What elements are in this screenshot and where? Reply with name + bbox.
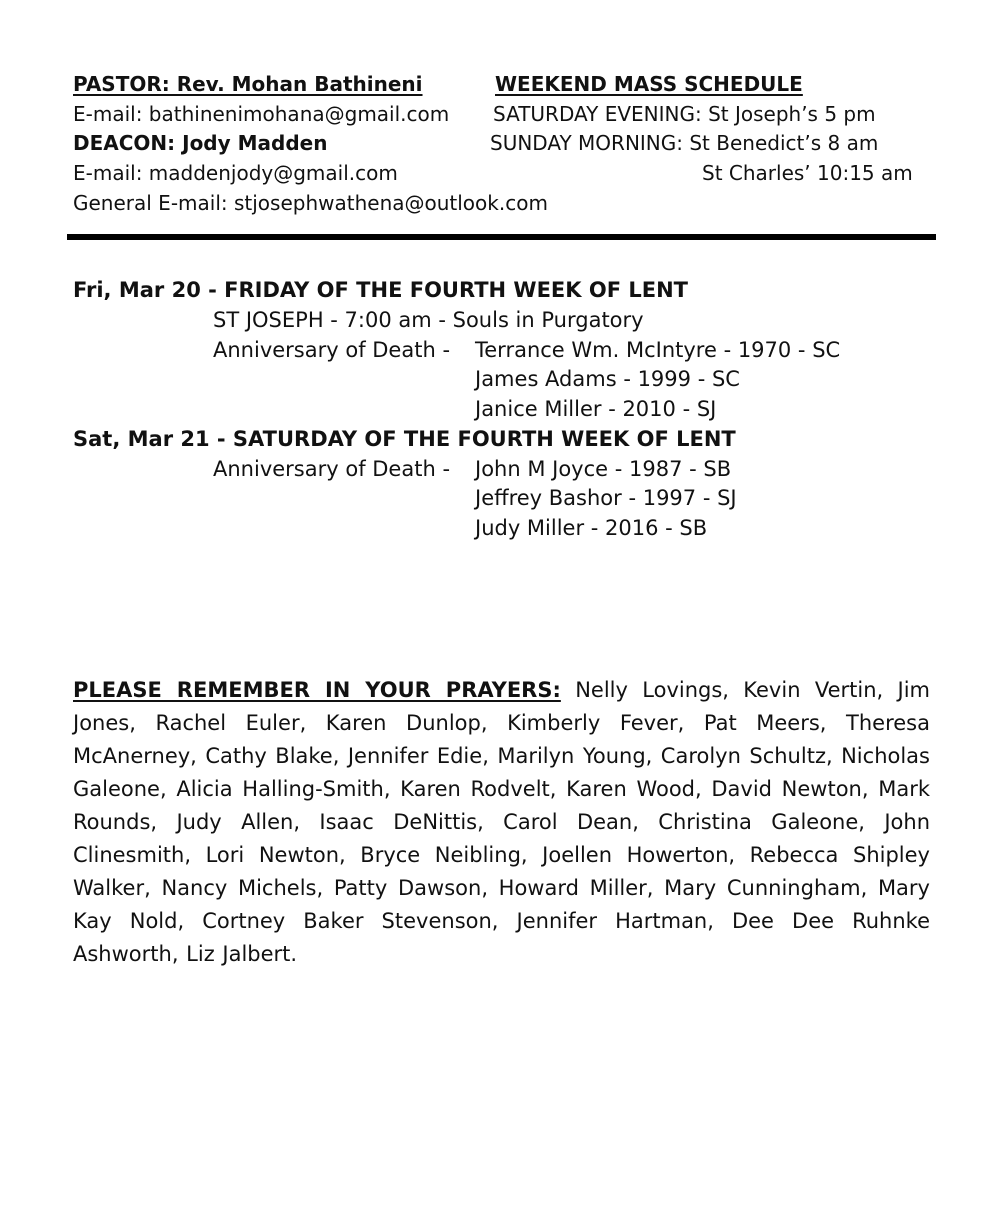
- prayer-list-names: Nelly Lovings, Kevin Vertin, Jim Jones, Rachel Euler, Karen Dunlop, Kimberly Fever, Pat Meers, Theresa McAnerney, Cathy Blake, Jennifer Edie, Marilyn Young, Carolyn Schultz, Nicholas Galeone, Alicia Halling-Smith, Karen Rodvelt, Karen Wood, David Newton, Mark Rounds, Judy Allen, Isaac DeNittis, Carol Dean, Christina Galeone, John Clinesmith, Lori Newton, Bryce Neibling, Joellen Howerton, Rebecca Shipley Walker, Nancy Michels, Patty Dawson, Howard Miller, Mary Cunningham, Mary Kay Nold, Cortney Baker Stevenson, Jennifer Hartman, Dee Dee Ruhnke Ashworth, Liz Jalbert.: [73, 678, 930, 966]
- saturday-anniversary-item: Jeffrey Bashor - 1997 - SJ: [475, 486, 737, 510]
- pastor-name: PASTOR: Rev. Mohan Bathineni: [73, 72, 423, 96]
- prayer-list-title: PLEASE REMEMBER IN YOUR PRAYERS:: [73, 678, 561, 702]
- friday-anniversary-item: Terrance Wm. McIntyre - 1970 - SC: [475, 338, 841, 362]
- saturday-title: Sat, Mar 21 - SATURDAY OF THE FOURTH WEEK OF LENT: [73, 427, 736, 451]
- sunday-mass: SUNDAY MORNING: St Benedict’s 8 am: [490, 131, 879, 155]
- saturday-anniversary-label: Anniversary of Death -: [213, 457, 451, 481]
- friday-anniversary-item: James Adams - 1999 - SC: [475, 367, 740, 391]
- deacon-email[interactable]: E-mail: maddenjody@gmail.com: [73, 161, 398, 185]
- general-email[interactable]: General E-mail: stjosephwathena@outlook.com: [73, 191, 548, 215]
- saturday-mass: SATURDAY EVENING: St Joseph’s 5 pm: [493, 102, 876, 126]
- mass-schedule-title: WEEKEND MASS SCHEDULE: [495, 72, 803, 96]
- friday-anniversary-item: Janice Miller - 2010 - SJ: [475, 397, 717, 421]
- pastor-email[interactable]: E-mail: bathinenimohana@gmail.com: [73, 102, 450, 126]
- deacon-name: DEACON: Jody Madden: [73, 131, 328, 155]
- friday-title: Fri, Mar 20 - FRIDAY OF THE FOURTH WEEK OF LENT: [73, 278, 688, 302]
- sunday-mass-2: St Charles’ 10:15 am: [702, 161, 913, 185]
- prayer-list: [73, 674, 930, 971]
- friday-mass-intention: ST JOSEPH - 7:00 am - Souls in Purgatory: [213, 308, 644, 332]
- header-divider: [67, 234, 936, 240]
- saturday-anniversary-item: Judy Miller - 2016 - SB: [475, 516, 708, 540]
- saturday-anniversary-item: John M Joyce - 1987 - SB: [475, 457, 732, 481]
- friday-anniversary-label: Anniversary of Death -: [213, 338, 451, 362]
